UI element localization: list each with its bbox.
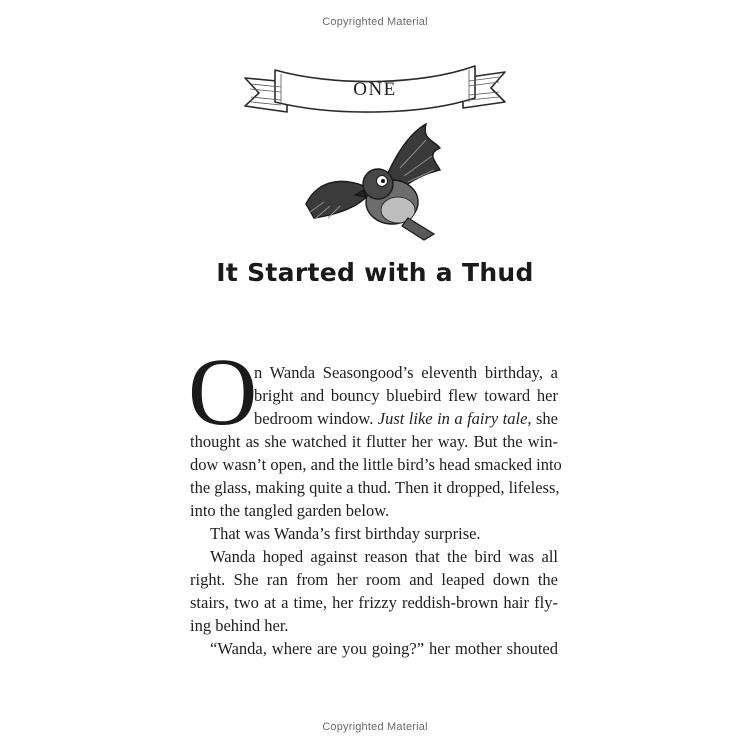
- bluebird-illustration: [300, 118, 450, 250]
- text-line-1: n Wanda Seasongood’s eleventh birthday, a: [254, 363, 558, 382]
- text-line-13: “Wanda, where are you going?” her mother shouted: [210, 639, 558, 658]
- chapter-number: ONE: [353, 79, 397, 100]
- text-line-3-start: bedroom window.: [254, 409, 378, 428]
- text-line-10: right. She ran from her room and leaped down the: [190, 570, 558, 589]
- text-line-7: into the tangled garden below.: [190, 501, 390, 520]
- text-line-5: dow wasn’t open, and the little bird’s head smacked into: [190, 455, 562, 474]
- chapter-title: It Started with a Thud: [216, 258, 534, 287]
- text-line-8: That was Wanda’s first birthday surprise.: [210, 524, 481, 543]
- text-line-11: stairs, two at a time, her frizzy reddish-brown hair fly-: [190, 593, 558, 612]
- text-line-3: [254, 408, 558, 430]
- text-line-6: the glass, making quite a thud. Then it dropped, lifeless,: [190, 478, 560, 497]
- text-line-4: thought as she watched it flutter her way. But the win-: [190, 432, 558, 451]
- text-line-3-end: she: [531, 409, 558, 428]
- copyright-watermark-top: Copyrighted Material: [322, 16, 428, 28]
- text-line-3-italic: Just like in a fairy tale,: [377, 409, 532, 428]
- text-line-12: ing behind her.: [190, 616, 289, 635]
- text-line-9: Wanda hoped against reason that the bird was all: [210, 547, 558, 566]
- text-line-2: bright and bouncy bluebird flew toward her: [254, 386, 558, 405]
- copyright-watermark-bottom: Copyrighted Material: [322, 721, 428, 733]
- drop-cap: O: [188, 338, 258, 445]
